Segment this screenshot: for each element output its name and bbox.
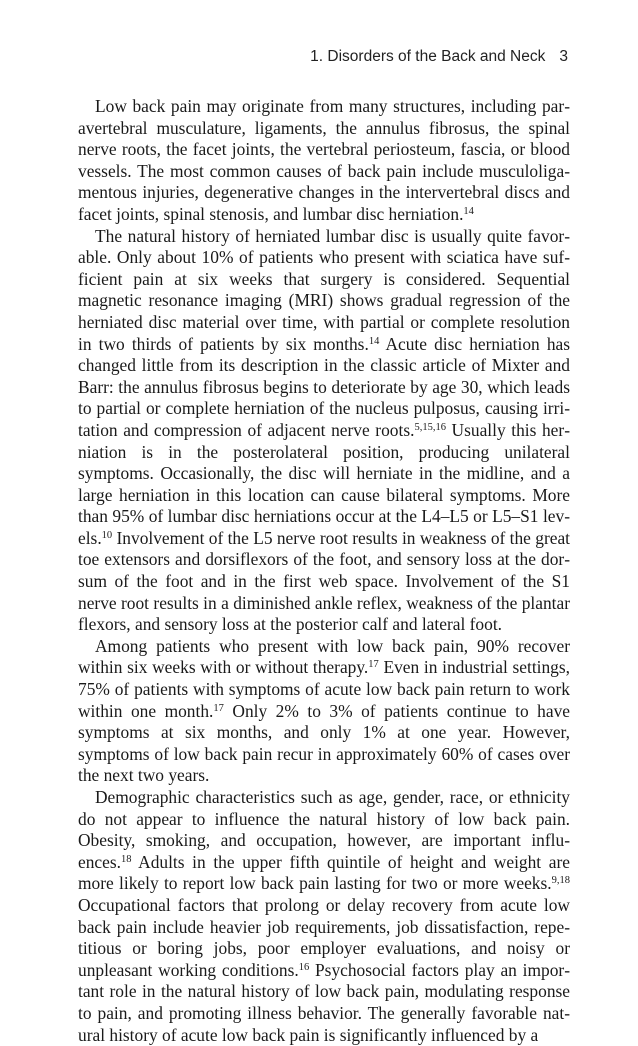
citation-superscript: 5,15,16 bbox=[414, 421, 446, 433]
citation-superscript: 10 bbox=[101, 529, 113, 541]
text-run: Demographic characteristics such as age, gender, race, or ethnicity do not appear to influence the natural history of low back pain. Obesity, smoking, and occupation, however, are important influences. bbox=[78, 787, 570, 872]
citation-superscript: 14 bbox=[463, 205, 474, 217]
text-run: The natural history of herniated lumbar disc is usually quite favorable. Only about 10% of patients who present with sciatica have sufficient pain at six weeks that surgery is considered. Sequential magnetic resonance imaging (MRI) shows gradual regression of the herniated disc material over time, with partial or complete resolution in two thirds of patients by six months. bbox=[78, 225, 570, 354]
paragraph bbox=[78, 226, 570, 636]
text-run: Low back pain may originate from many structures, including paravertebral musculature, ligaments, the annulus fibrosus, the spinal nerve roots, the facet joints, the vertebral periosteum, fascia, or blood vessels. The most common causes of back pain include musculoligamentous injuries, degenerative changes in the intervertebral discs and facet joints, spinal stenosis, and lumbar disc herniation. bbox=[78, 96, 570, 224]
citation-superscript: 17 bbox=[213, 702, 224, 714]
text-run: Involvement of the L5 nerve root results in weakness of the great toe extensors and dorsiflexors of the foot, and sensory loss at the dorsum of the foot and in the first web space. Involvement of the S1 nerve root results in a diminished ankle reflex, weakness of the plantar flexors, and sensory loss at the posterior calf and lateral foot. bbox=[78, 527, 570, 635]
text-run: Acute disc herniation has changed little from its description in the classic article of Mixter and Barr: the annulus fibrosus begins to deteriorate by age 30, which leads to partial or complete herniation of the nucleus pulposus, causing irritation and compression of adjacent nerve roots. bbox=[78, 333, 571, 440]
paragraph bbox=[78, 787, 570, 1046]
text-run: Only 2% to 3% of patients continue to have symptoms at six months, and only 1% at one year. However, symptoms of low back pain recur in approximately 60% of cases over the next two years. bbox=[78, 700, 570, 786]
text-run: Among patients who present with low back pain, 90% recover within six weeks with or without therapy. bbox=[78, 635, 570, 678]
running-header bbox=[78, 48, 568, 66]
citation-superscript: 16 bbox=[298, 961, 310, 973]
citation-superscript: 14 bbox=[368, 335, 380, 347]
body-text bbox=[78, 96, 570, 1046]
running-title: 1. Disorders of the Back and Neck bbox=[310, 48, 546, 65]
text-run: Psychosocial factors play an important role in the natural history of low back pain, modulating response to pain, and promoting illness behavior. The generally favorable natural history of acute low back pain is significantly influenced by a bbox=[78, 959, 570, 1045]
text-run: Adults in the upper fifth quintile of height and weight are more likely to report low back pain lasting for two or more weeks. bbox=[78, 851, 570, 894]
page-number: 3 bbox=[559, 48, 568, 65]
citation-superscript: 9,18 bbox=[551, 875, 570, 887]
citation-superscript: 18 bbox=[120, 853, 132, 865]
text-run: Occupational factors that prolong or delay recovery from acute low back pain include heavier job requirements, job dissatisfaction, repetitious or boring jobs, poor employer evaluations, and noisy or unpleasant working conditions. bbox=[78, 894, 570, 980]
paragraph bbox=[78, 636, 570, 787]
text-run: Usually this herniation is in the posterolateral position, producing unilateral symptoms. Occasionally, the disc will herniate in the midline, and a large herniation in this location can cause bilateral symptoms. More than 95% of lumbar disc herniations occur at the L4–L5 or L5–S1 levels. bbox=[78, 419, 570, 548]
paragraph bbox=[78, 96, 570, 226]
text-run: Even in industrial settings, 75% of patients with symptoms of acute low back pain return to work within one month. bbox=[78, 657, 570, 721]
citation-superscript: 17 bbox=[368, 659, 379, 671]
